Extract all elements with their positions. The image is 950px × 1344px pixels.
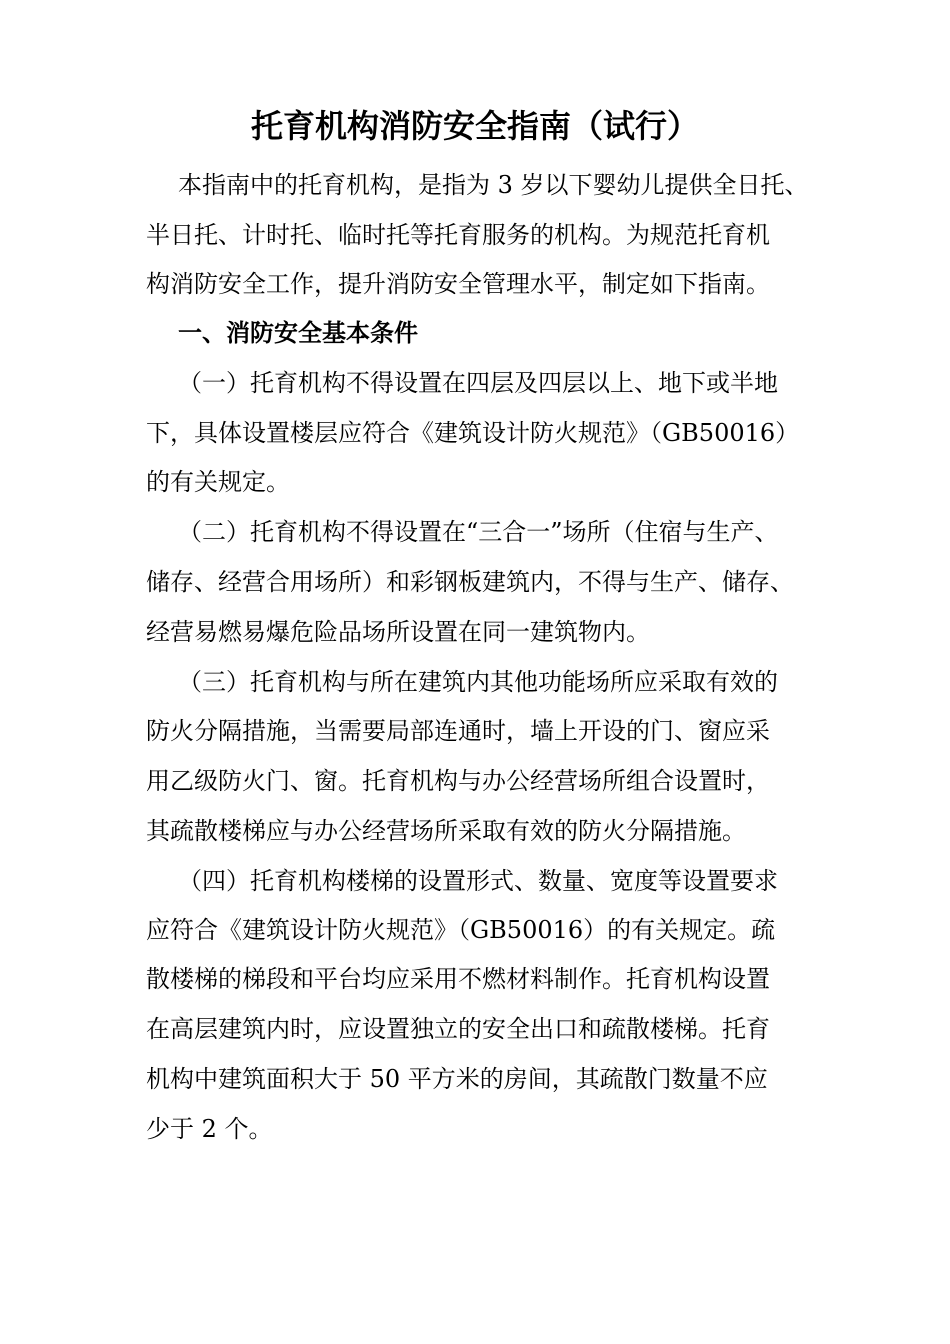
intro-line-2: 半日托、计时托、临时托等托育服务的机构。为规范托育机 — [146, 221, 770, 249]
item-4-line-6: 少于 2 个。 — [146, 1115, 273, 1143]
item-3-line-3: 用乙级防火门、窗。托育机构与办公经营场所组合设置时， — [146, 767, 770, 795]
document-title: 托育机构消防安全指南（试行） — [250, 107, 699, 145]
item-2-line-3: 经营易燃易爆危险品场所设置在同一建筑物内。 — [146, 618, 650, 646]
item-2-line-2: 储存、经营合用场所）和彩钢板建筑内，不得与生产、储存、 — [146, 568, 794, 596]
item-1-line-2: 下，具体设置楼层应符合《建筑设计防火规范》（GB50016） — [146, 419, 800, 447]
item-3-line-2: 防火分隔措施，当需要局部连通时，墙上开设的门、窗应采 — [146, 717, 770, 745]
intro-line-3: 构消防安全工作，提升消防安全管理水平，制定如下指南。 — [146, 270, 770, 298]
item-4-line-5: 机构中建筑面积大于 50 平方米的房间，其疏散门数量不应 — [146, 1065, 768, 1093]
item-4-line-3: 散楼梯的梯段和平台均应采用不燃材料制作。托育机构设置 — [146, 965, 770, 993]
section-heading: 一、消防安全基本条件 — [178, 319, 418, 347]
item-4-line-1: （四）托育机构楼梯的设置形式、数量、宽度等设置要求 — [178, 867, 778, 895]
item-3-line-1: （三）托育机构与所在建筑内其他功能场所应采取有效的 — [178, 668, 778, 696]
item-1-line-1: （一）托育机构不得设置在四层及四层以上、地下或半地 — [178, 369, 778, 397]
item-1-line-3: 的有关规定。 — [146, 468, 290, 496]
intro-line-1: 本指南中的托育机构，是指为 3 岁以下婴幼儿提供全日托、 — [178, 171, 809, 199]
item-4-line-2: 应符合《建筑设计防火规范》（GB50016）的有关规定。疏 — [146, 916, 776, 944]
item-2-line-1: （二）托育机构不得设置在“三合一”场所（住宿与生产、 — [178, 518, 779, 546]
item-3-line-4: 其疏散楼梯应与办公经营场所采取有效的防火分隔措施。 — [146, 817, 746, 845]
item-4-line-4: 在高层建筑内时，应设置独立的安全出口和疏散楼梯。托育 — [146, 1015, 770, 1043]
